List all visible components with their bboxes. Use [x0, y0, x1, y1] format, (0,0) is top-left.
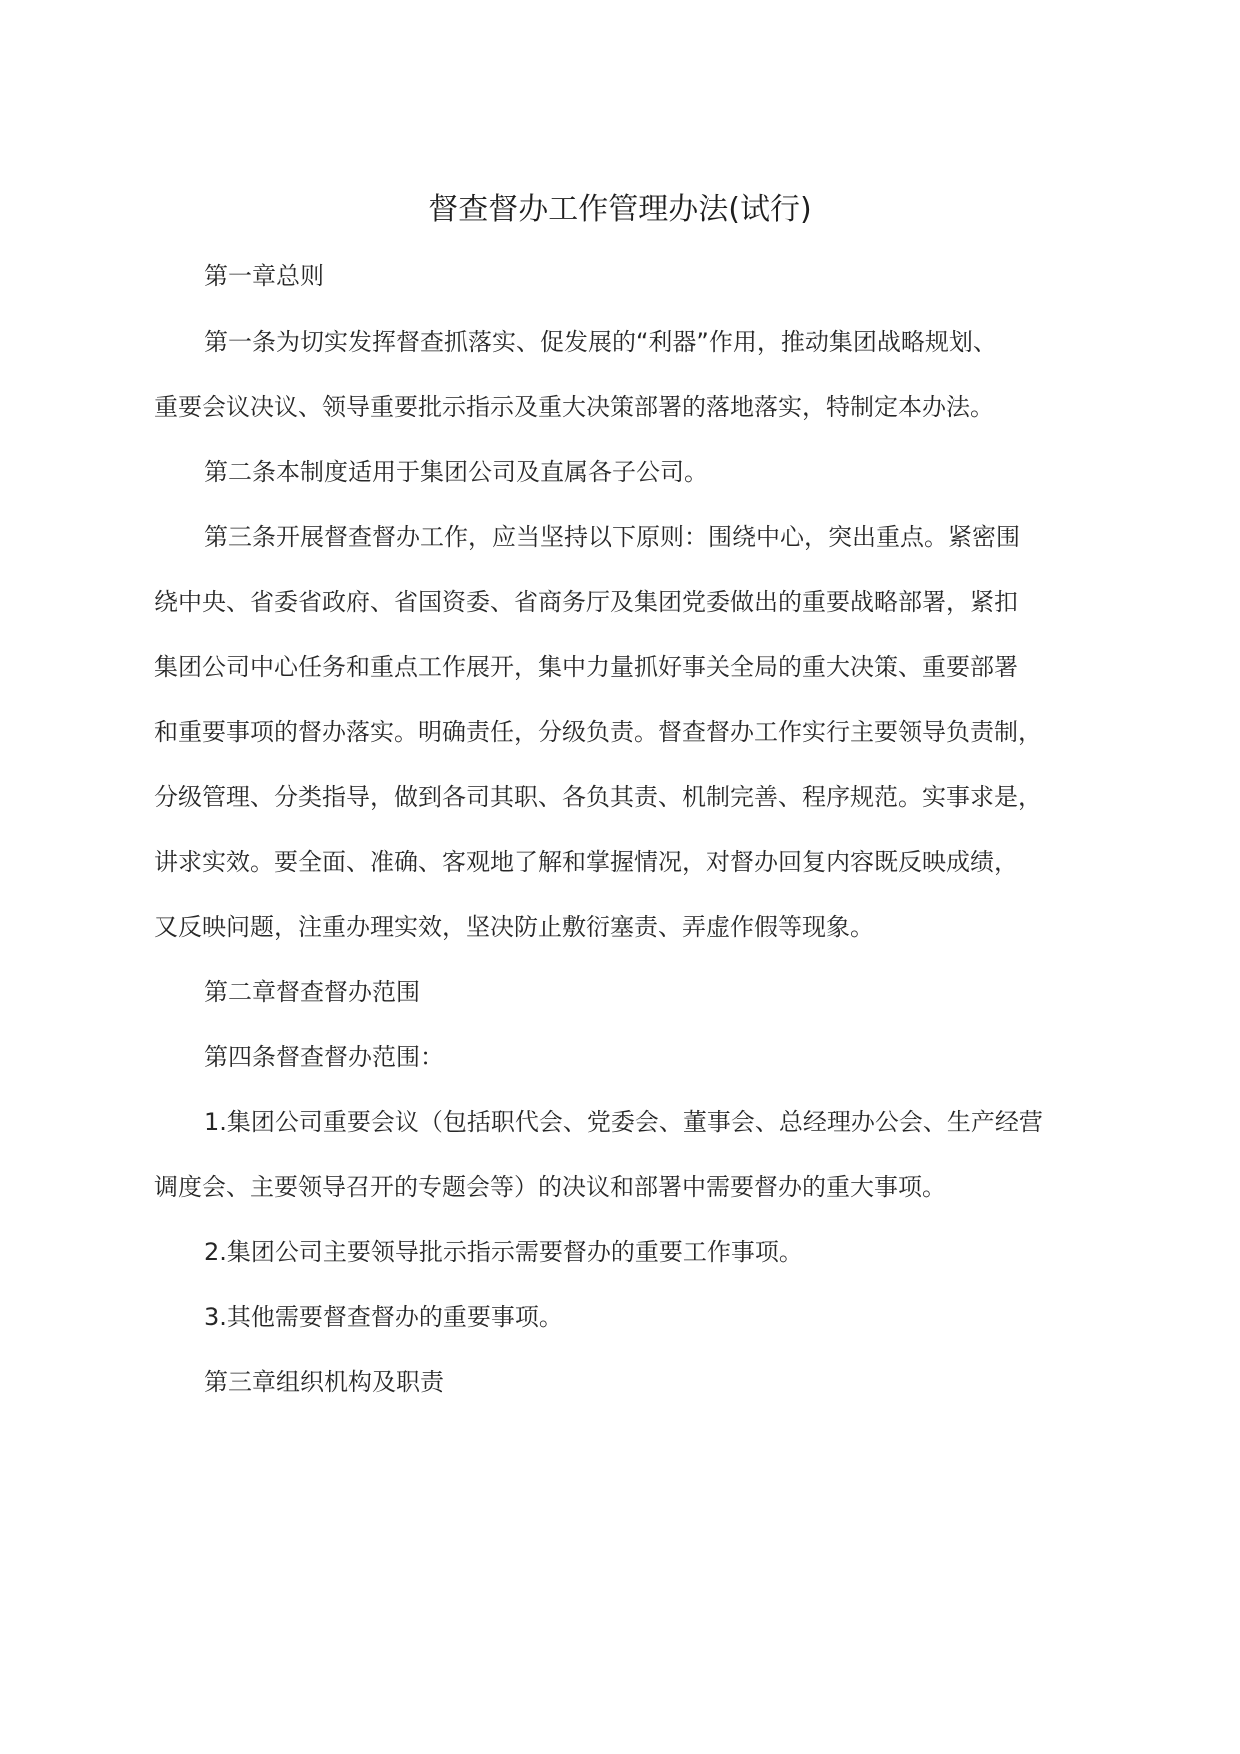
article-3-line-6: 讲求实效。要全面、准确、客观地了解和掌握情况，对督办回复内容既反映成绩，: [154, 848, 1018, 876]
chapter-2-heading: 第二章督查督办范围: [204, 978, 420, 1006]
article-3-line-2: 绕中央、省委省政府、省国资委、省商务厅及集团党委做出的重要战略部署，紧扣: [154, 588, 1018, 616]
chapter-3-heading: 第三章组织机构及职责: [204, 1368, 444, 1396]
chapter-1-heading: 第一章总则: [204, 262, 324, 290]
article-2: 第二条本制度适用于集团公司及直属各子公司。: [204, 458, 708, 486]
article-3-line-1: 第三条开展督查督办工作，应当坚持以下原则：围绕中心，突出重点。紧密围: [204, 523, 1020, 551]
item-1-line-1: 1.集团公司重要会议（包括职代会、党委会、董事会、总经理办公会、生产经营: [204, 1108, 1043, 1136]
item-3: 3.其他需要督查督办的重要事项。: [204, 1303, 563, 1331]
article-3-line-3: 集团公司中心任务和重点工作展开，集中力量抓好事关全局的重大决策、重要部署: [154, 653, 1018, 681]
article-1-line-1: 第一条为切实发挥督查抓落实、促发展的“利器”作用，推动集团战略规划、: [204, 328, 997, 356]
article-4: 第四条督查督办范围：: [204, 1043, 444, 1071]
article-3-line-5: 分级管理、分类指导，做到各司其职、各负其责、机制完善、程序规范。实事求是，: [154, 783, 1042, 811]
item-2: 2.集团公司主要领导批示指示需要督办的重要工作事项。: [204, 1238, 803, 1266]
article-3-line-7: 又反映问题，注重办理实效，坚决防止敷衍塞责、弄虚作假等现象。: [154, 913, 874, 941]
article-1-line-2: 重要会议决议、领导重要批示指示及重大决策部署的落地落实，特制定本办法。: [154, 393, 994, 421]
item-1-line-2: 调度会、主要领导召开的专题会等）的决议和部署中需要督办的重大事项。: [154, 1173, 946, 1201]
document-title: 督查督办工作管理办法(试行): [428, 192, 812, 227]
article-3-line-4: 和重要事项的督办落实。明确责任，分级负责。督查督办工作实行主要领导负责制，: [154, 718, 1042, 746]
